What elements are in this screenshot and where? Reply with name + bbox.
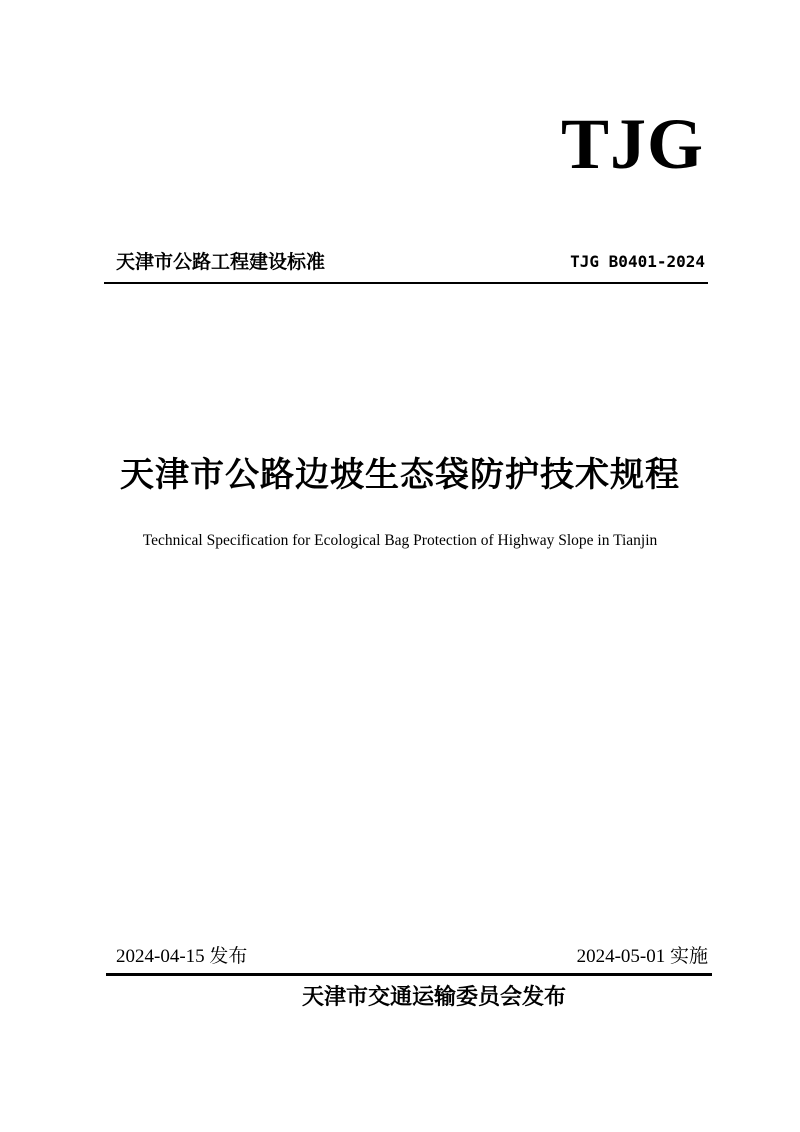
issue-date: 2024-04-15 发布: [116, 946, 248, 967]
standard-number: TJG B0401-2024: [570, 252, 705, 271]
standard-series-name: 天津市公路工程建设标准: [116, 251, 326, 273]
standard-logo: TJG: [560, 104, 704, 184]
dates-row: [116, 944, 708, 970]
document-title-chinese: 天津市公路边坡生态袋防护技术规程: [120, 455, 680, 495]
footer-divider: [106, 973, 712, 976]
header-divider: [104, 282, 708, 284]
standard-header: [112, 248, 707, 276]
implementation-date: 2024-05-01 实施: [576, 946, 708, 967]
issuing-authority: 天津市交通运输委员会发布: [301, 984, 566, 1010]
document-title-english: Technical Specification for Ecological Bag Protection of Highway Slope in Tianjin: [142, 532, 658, 549]
